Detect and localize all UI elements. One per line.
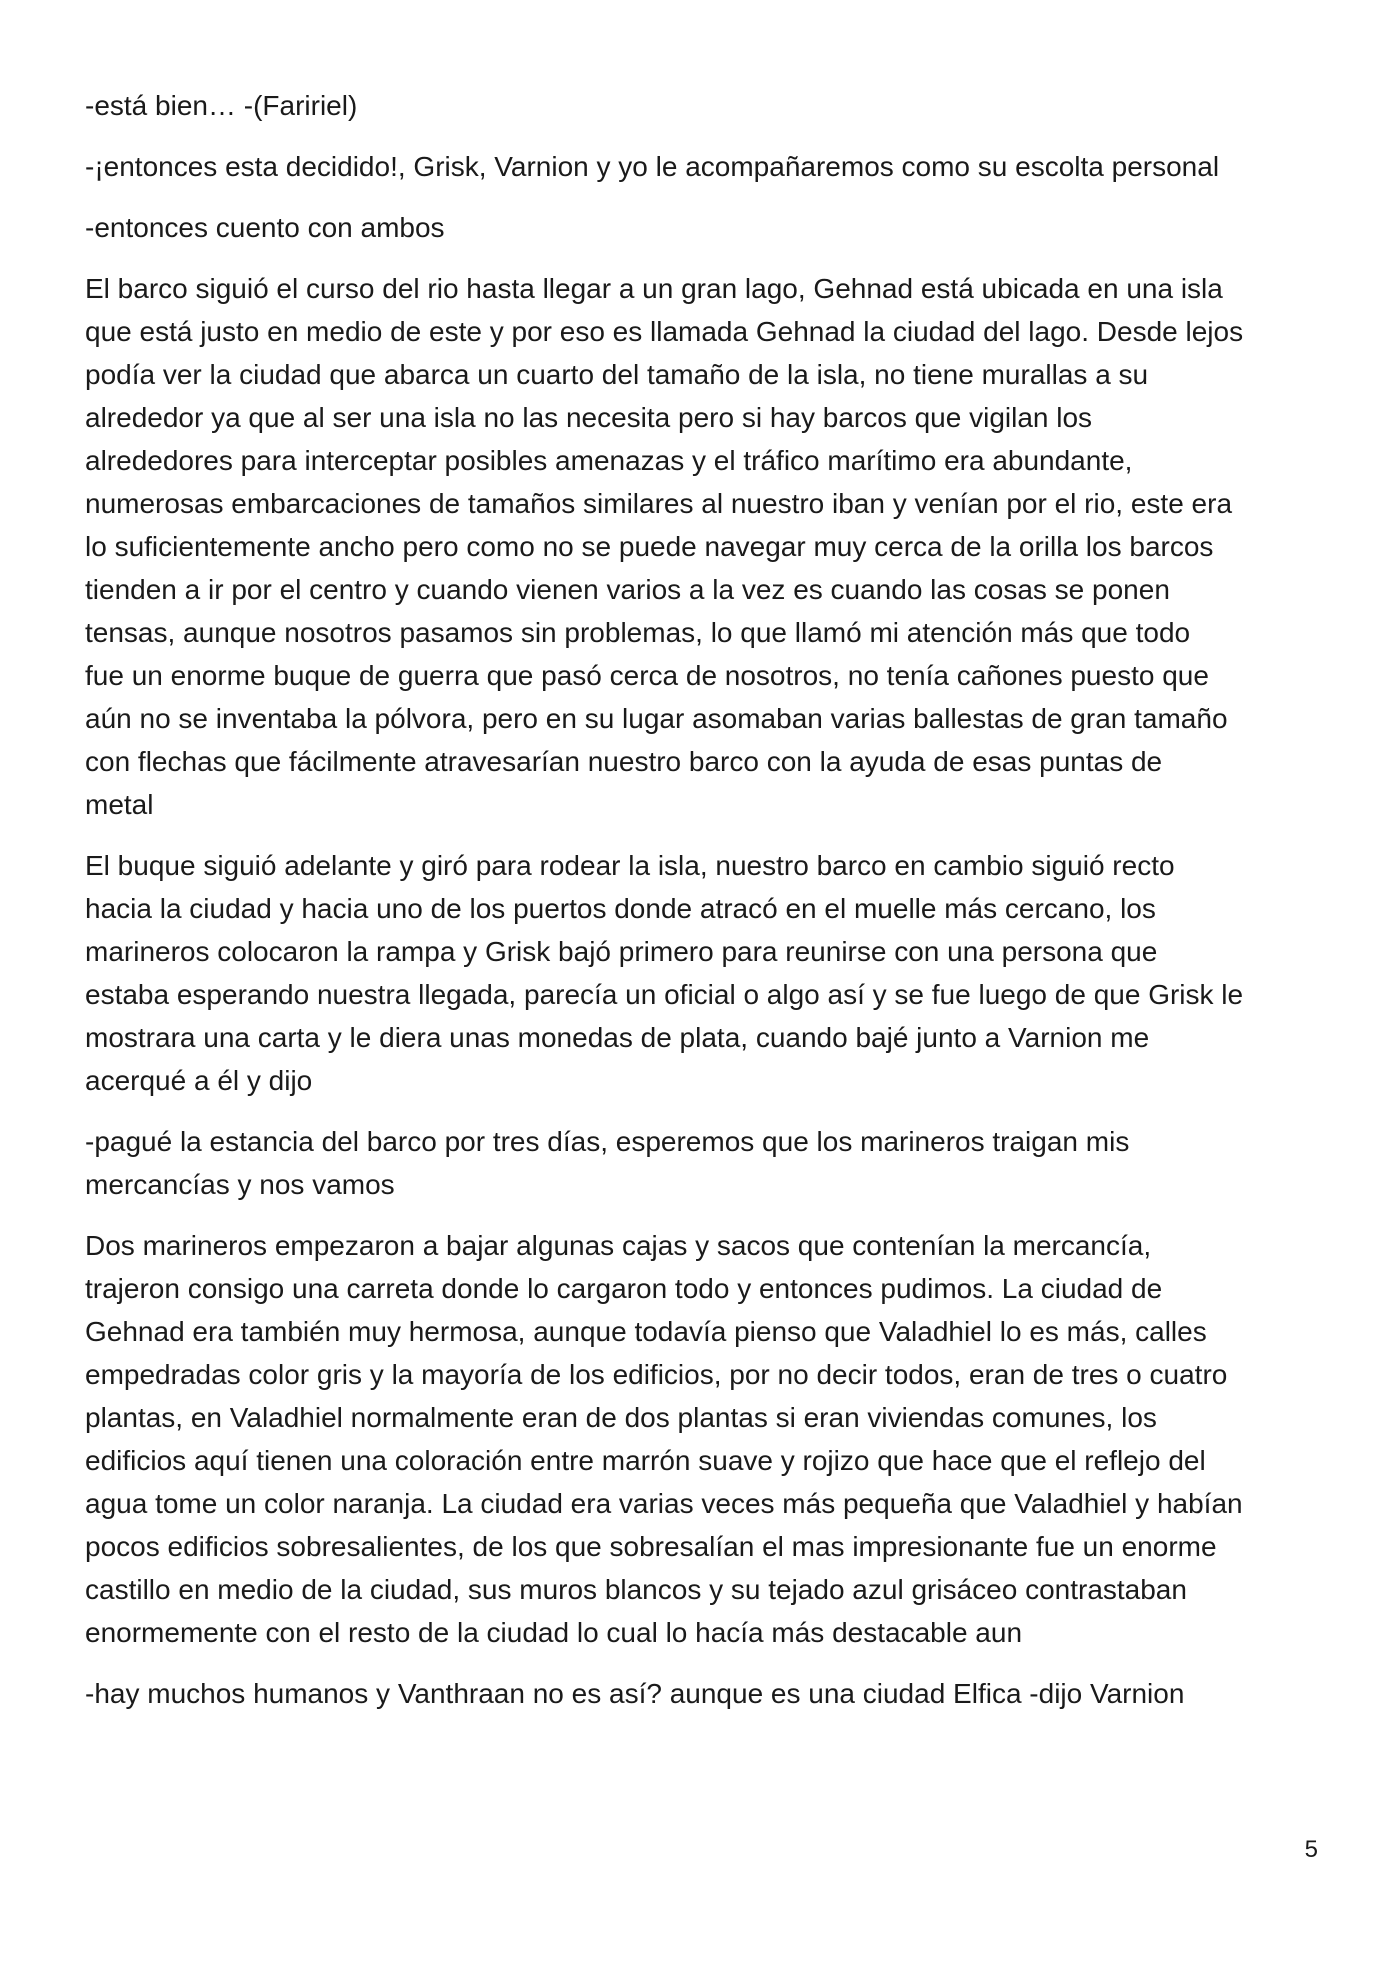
paragraph: -está bien… -(Faririel)	[85, 90, 358, 121]
paragraph: Dos marineros empezaron a bajar algunas cajas y sacos que contenían la mercancía, trajeron consigo una carreta donde lo cargaron todo y entonces pudimos. La ciudad de Gehnad era también muy hermosa, aunque todavía pienso que Valadhiel lo es más, calles empedradas color gris y la mayoría de los edificios, por no decir todos, eran de tres o cuatro plantas, en Valadhiel normalmente eran de dos plantas si eran viviendas comunes, los edificios aquí tienen una coloración entre marrón suave y rojizo que hace que el reflejo del agua tome un color naranja. La ciudad era varias veces más pequeña que Valadhiel y habían pocos edificios sobresalientes, de los que sobresalían el mas impresionante fue un enorme castillo en medio de la ciudad, sus muros blancos y su tejado azul grisáceo contrastaban enormemente con el resto de la ciudad lo cual lo hacía más destacable aun	[85, 1230, 1243, 1648]
paragraph: -¡entonces esta decidido!, Grisk, Varnion y yo le acompañaremos como su escolta personal	[85, 151, 1220, 182]
paragraph: -entonces cuento con ambos	[85, 212, 445, 243]
paragraph: -hay muchos humanos y Vanthraan no es así? aunque es una ciudad Elfica -dijo Varnion	[85, 1678, 1185, 1709]
document-page	[85, 84, 1325, 1733]
paragraph: El barco siguió el curso del rio hasta llegar a un gran lago, Gehnad está ubicada en una isla que está justo en medio de este y por eso es llamada Gehnad la ciudad del lago. Desde lejos podía ver la ciudad que abarca un cuarto del tamaño de la isla, no tiene murallas a su alrededor ya que al ser una isla no las necesita pero si hay barcos que vigilan los alrededores para interceptar posibles amenazas y el tráfico marítimo era abundante, numerosas embarcaciones de tamaños similares al nuestro iban y venían por el rio, este era lo suficientemente ancho pero como no se puede navegar muy cerca de la orilla los barcos tienden a ir por el centro y cuando vienen varios a la vez es cuando las cosas se ponen tensas, aunque nosotros pasamos sin problemas, lo que llamó mi atención más que todo fue un enorme buque de guerra que pasó cerca de nosotros, no tenía cañones puesto que aún no se inventaba la pólvora, pero en su lugar asomaban varias ballestas de gran tamaño con flechas que fácilmente atravesarían nuestro barco con la ayuda de esas puntas de metal	[85, 273, 1244, 820]
page-number: 5	[1304, 1836, 1318, 1863]
paragraph: -pagué la estancia del barco por tres días, esperemos que los marineros traigan mis mercancías y nos vamos	[85, 1126, 1130, 1200]
paragraph: El buque siguió adelante y giró para rodear la isla, nuestro barco en cambio siguió recto hacia la ciudad y hacia uno de los puertos donde atracó en el muelle más cercano, los marineros colocaron la rampa y Grisk bajó primero para reunirse con una persona que estaba esperando nuestra llegada, parecía un oficial o algo así y se fue luego de que Grisk le mostrara una carta y le diera unas monedas de plata, cuando bajé junto a Varnion me acerqué a él y dijo	[85, 850, 1244, 1096]
